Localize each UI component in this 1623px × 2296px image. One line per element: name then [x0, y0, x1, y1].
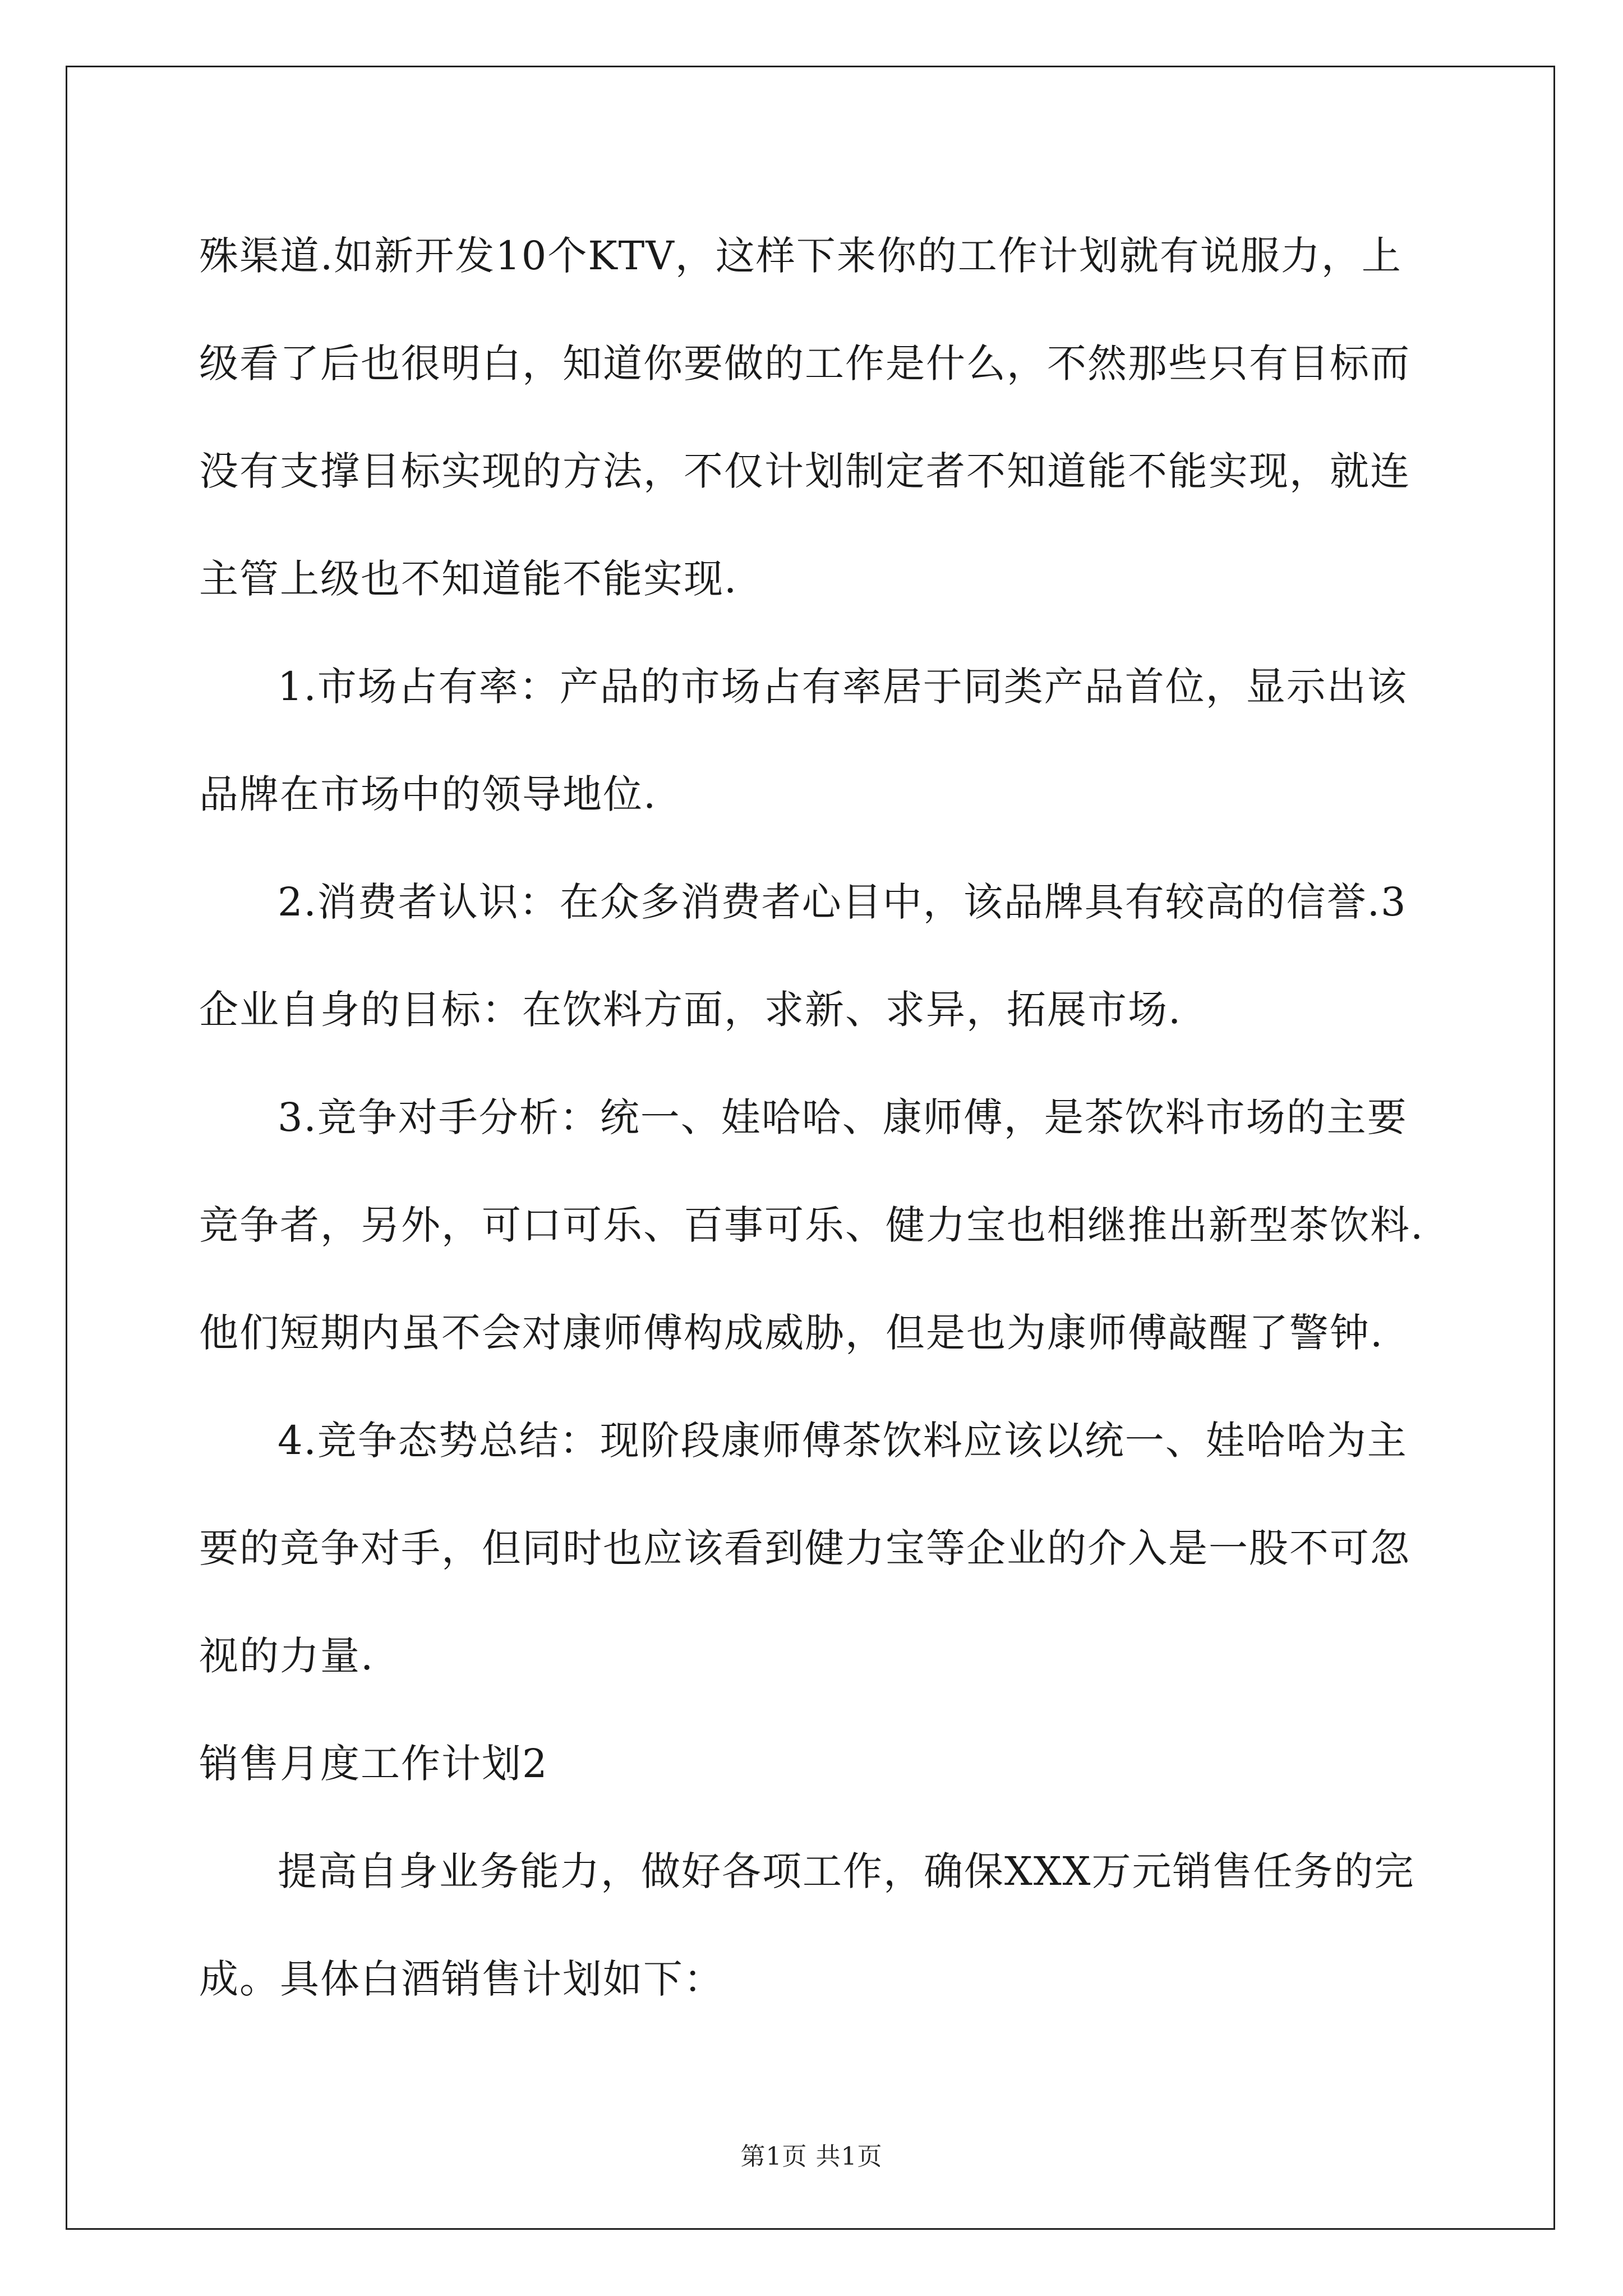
document-body [199, 202, 1422, 2033]
text-line: 没有支撑目标实现的方法，不仅计划制定者不知道能不能实现，就连 [199, 448, 1410, 494]
text-line: 2.消费者认识：在众多消费者心目中，该品牌具有较高的信誉.3 [278, 879, 1407, 925]
text-line: 1.市场占有率：产品的市场占有率居于同类产品首位，显示出该 [278, 664, 1408, 710]
text-line: 竞争者，另外，可口可乐、百事可乐、健力宝也相继推出新型茶饮料. [199, 1202, 1424, 1248]
text-line: 4.竞争态势总结：现阶段康师傅茶饮料应该以统一、娃哈哈为主 [278, 1418, 1408, 1464]
text-line: 殊渠道.如新开发10个KTV，这样下来你的工作计划就有说服力，上 [199, 233, 1402, 279]
text-line: 成。具体白酒销售计划如下： [199, 1956, 724, 2002]
text-line: 级看了后也很明白，知道你要做的工作是什么，不然那些只有目标而 [199, 341, 1410, 386]
text-line: 视的力量. [199, 1633, 375, 1679]
text-line: 要的竞争对手，但同时也应该看到健力宝等企业的介入是一股不可忽 [199, 1525, 1410, 1571]
section-heading: 销售月度工作计划2 [199, 1741, 548, 1787]
text-line: 提高自身业务能力，做好各项工作，确保XXX万元销售任务的完 [278, 1848, 1415, 1894]
text-line: 3.竞争对手分析：统一、娃哈哈、康师傅，是茶饮料市场的主要 [278, 1094, 1408, 1140]
text-line: 企业自身的目标：在饮料方面，求新、求异，拓展市场. [199, 987, 1182, 1033]
text-line: 他们短期内虽不会对康师傅构成威胁，但是也为康师傅敲醒了警钟. [199, 1310, 1384, 1356]
text-line: 品牌在市场中的领导地位. [199, 771, 657, 817]
text-line: 主管上级也不知道能不能实现. [199, 556, 738, 602]
page-number-footer: 第1页 共1页 [740, 2142, 883, 2171]
